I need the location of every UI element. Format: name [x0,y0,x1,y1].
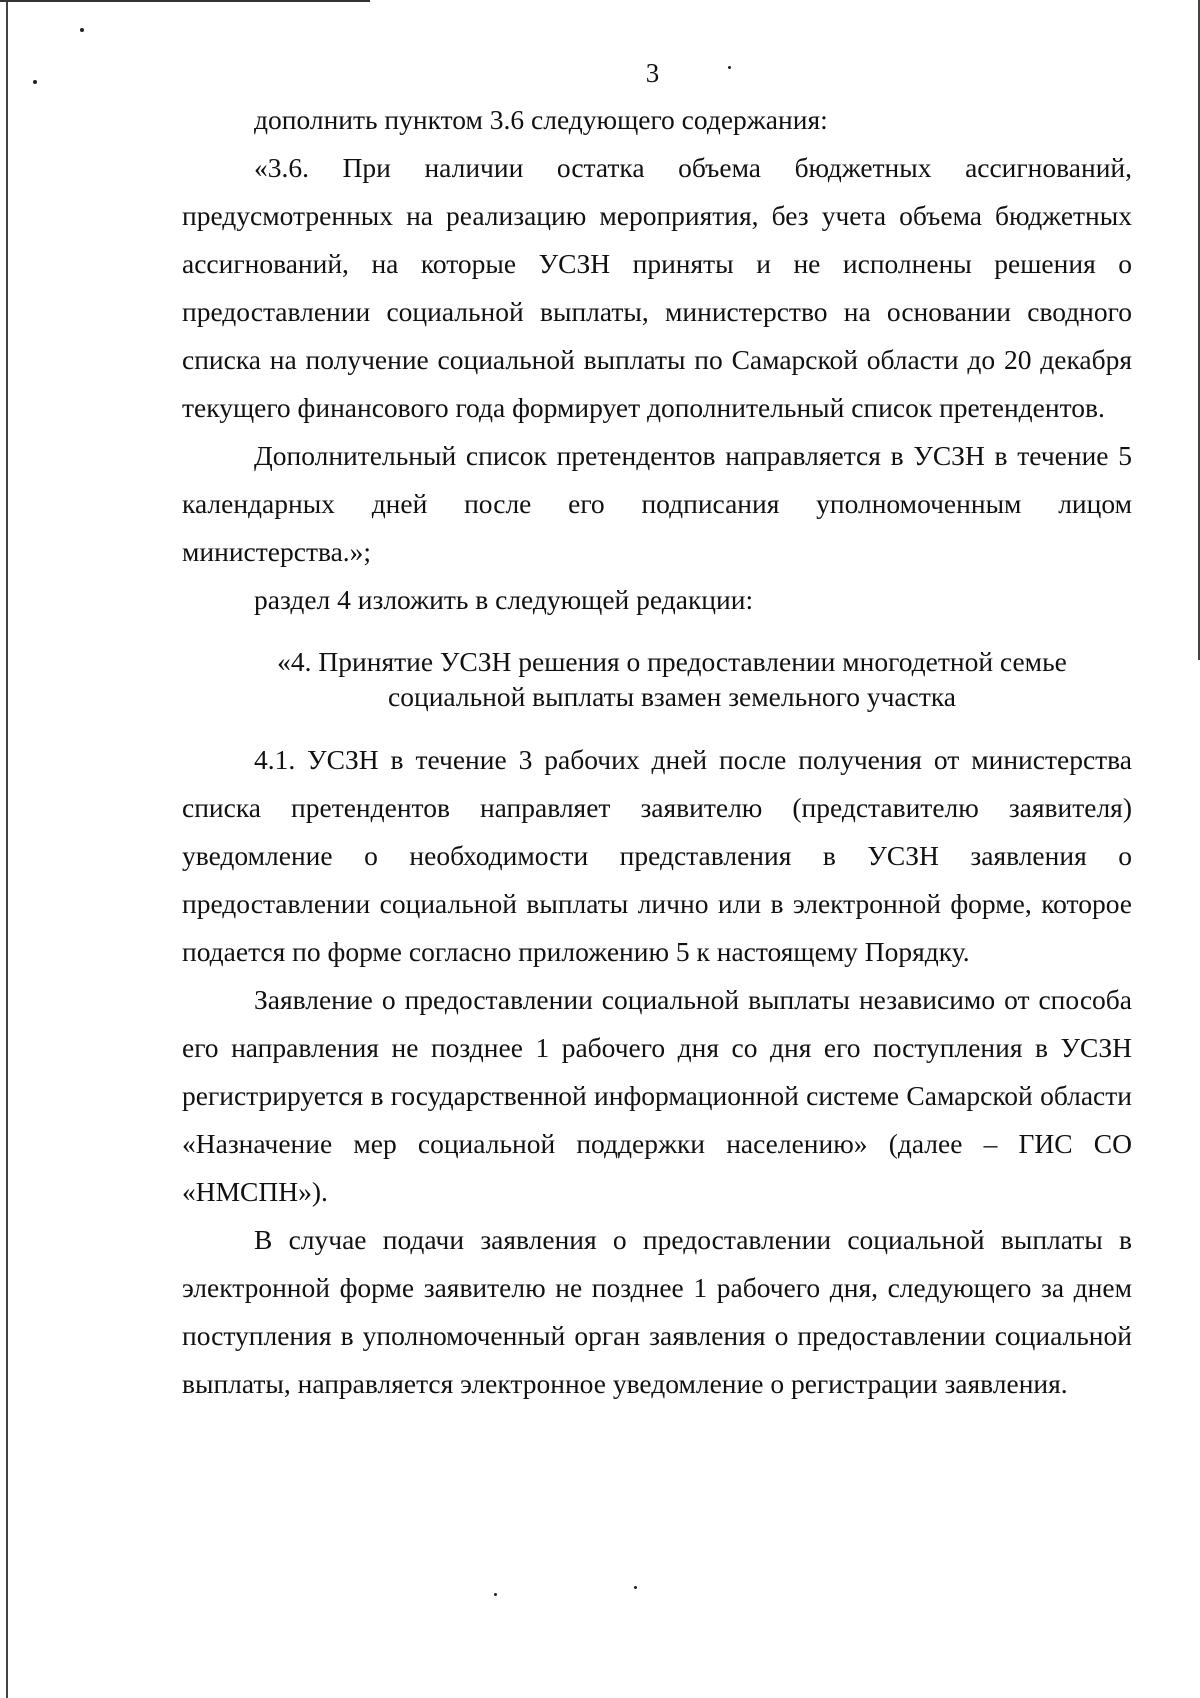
paragraph-registration: Заявление о предоставлении социальной выплаты независимо от способа его направления не позднее 1 рабочего дня со дня его поступления в УСЗН регистрируется в государственной информационной системе Самарской области «Назначение мер социальной поддержки населению» (далее – ГИС СО «НМСПН»). [182,984,1132,1207]
page-number: 3 [645,58,660,88]
paragraph-amendment-intro: дополнить пунктом 3.6 следующего содержания: [254,104,828,135]
scan-speck [634,1586,637,1589]
paragraph-clause-3-6: «3.6. При наличии остатка объема бюджетных ассигнований, предусмотренных на реализацию мероприятия, без учета объема бюджетных ассигнований, на которые УСЗН приняты и не исполнены решения о предоставлении социальной выплаты, министерство на основании сводного списка на получение социальной выплаты по Самарской области до 20 декабря текущего финансового года формирует дополнительный список претендентов. [182,152,1132,423]
paragraph-section-4-intro: раздел 4 изложить в следующей редакции: [254,584,754,615]
scan-edge-left [6,0,8,1698]
section-heading [182,644,1132,714]
paragraph-clause-4-1: 4.1. УСЗН в течение 3 рабочих дней после получения от министерства списка претендентов направляет заявителю (представителю заявителя) уведомление о необходимости представления в УСЗН заявления о предоставлении социальной выплаты лично или в электронной форме, которое подается по форме согласно приложению 5 к настоящему Порядку. [182,744,1132,967]
section-heading-line-2: социальной выплаты взамен земельного участка [388,681,956,712]
scan-speck [494,1593,497,1596]
scan-speck [80,28,84,32]
section-heading-line-1: «4. Принятие УСЗН решения о предоставлении многодетной семье [277,646,1067,677]
document-body [182,96,1132,1408]
paragraph-electronic-notice: В случае подачи заявления о предоставлении социальной выплаты в электронной форме заявителю не позднее 1 рабочего дня, следующего за днем поступления в уполномоченный орган заявления о предоставлении социальной выплаты, направляется электронное уведомление о регистрации заявления. [182,1224,1132,1399]
paragraph-additional-list: Дополнительный список претендентов направляется в УСЗН в течение 5 календарных дней после его подписания уполномоченным лицом министерства.»; [182,440,1132,567]
scan-edge-top [0,0,370,2]
